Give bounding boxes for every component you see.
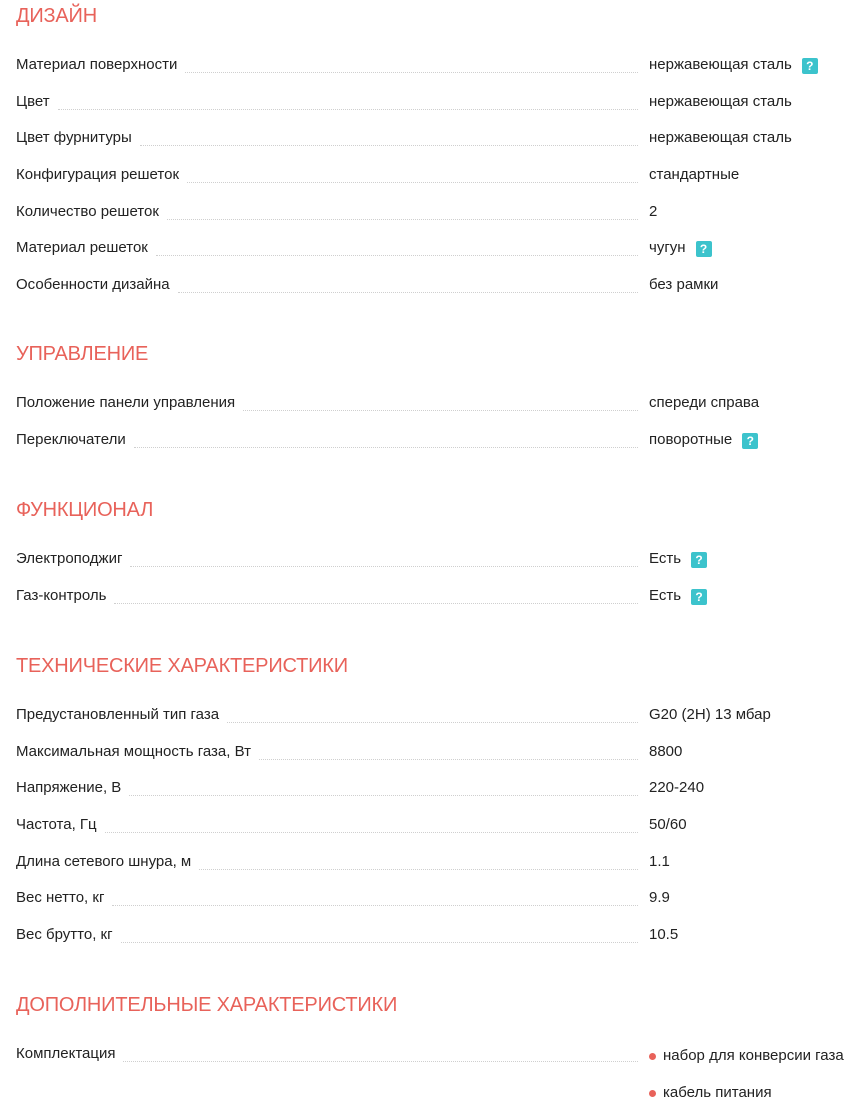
dotted-leader: [185, 71, 638, 73]
spec-label-cell: [16, 86, 638, 118]
spec-row: [16, 882, 865, 919]
spec-value-cell: [638, 122, 792, 154]
spec-value: Есть: [649, 586, 682, 604]
section-title: ТЕХНИЧЕСКИЕ ХАРАКТЕРИСТИКИ: [16, 655, 348, 677]
spec-section: [16, 650, 865, 956]
spec-label: Комплектация: [16, 1038, 123, 1070]
spec-value: 8800: [649, 742, 683, 760]
spec-label-cell: [16, 882, 638, 914]
spec-value: 50/60: [649, 816, 687, 834]
spec-section: [16, 0, 865, 306]
spec-value-cell: [638, 159, 739, 191]
spec-row: [16, 699, 865, 736]
list-item-text: набор для конверсии газа: [663, 1047, 844, 1065]
spec-value: 9.9: [649, 889, 670, 907]
spec-row: [16, 232, 865, 269]
dotted-leader: [130, 565, 638, 567]
spec-row: [16, 846, 865, 883]
spec-label: Цвет фурнитуры: [16, 122, 140, 154]
spec-label-cell: [16, 772, 638, 804]
dotted-leader: [167, 218, 638, 220]
spec-rows: [16, 699, 865, 956]
list-item: [649, 1038, 844, 1075]
spec-value: нержавеющая сталь: [649, 56, 792, 73]
spec-row: [16, 269, 865, 306]
dotted-leader: [134, 446, 638, 448]
spec-value-cell: [638, 387, 759, 419]
spec-value: 2: [649, 202, 658, 220]
dotted-leader: [58, 108, 638, 110]
spec-label: Газ-контроль: [16, 580, 114, 612]
dotted-leader: [227, 721, 638, 723]
spec-label: Количество решеток: [16, 196, 167, 228]
spec-value-cell: [638, 543, 707, 575]
spec-label-cell: [16, 699, 638, 731]
spec-value: 10.5: [649, 926, 679, 944]
spec-value: стандартные: [649, 166, 740, 184]
spec-label: Материал решеток: [16, 232, 156, 264]
spec-row: [16, 424, 865, 461]
spec-value-cell: [638, 882, 670, 914]
spec-label-cell: [16, 580, 638, 612]
help-icon[interactable]: ?: [742, 433, 758, 449]
spec-label-cell: [16, 49, 638, 81]
spec-value-cell: [638, 232, 712, 264]
spec-label-cell: [16, 387, 638, 419]
spec-row: [16, 772, 865, 809]
spec-rows: [16, 543, 865, 616]
spec-label: Переключатели: [16, 424, 134, 456]
spec-rows: [16, 387, 865, 460]
dotted-leader: [178, 291, 638, 293]
spec-value: чугун: [649, 239, 686, 257]
spec-row: [16, 580, 865, 617]
spec-label-cell: [16, 269, 638, 301]
spec-row: [16, 159, 865, 196]
spec-label: Электроподжиг: [16, 543, 130, 575]
spec-label-cell: [16, 846, 638, 878]
help-icon[interactable]: ?: [802, 58, 818, 74]
spec-value-cell: [638, 580, 707, 612]
list-item: [649, 1075, 844, 1111]
dotted-leader: [123, 1060, 638, 1062]
spec-label: Особенности дизайна: [16, 269, 178, 301]
spec-value-cell: [638, 49, 818, 81]
spec-label-cell: [16, 919, 638, 951]
dotted-leader: [187, 181, 638, 183]
spec-label: Цвет: [16, 86, 58, 118]
dotted-leader: [121, 941, 638, 943]
spec-row: [16, 1038, 865, 1102]
spec-value-cell: [638, 809, 687, 841]
spec-label: Конфигурация решеток: [16, 159, 187, 191]
dotted-leader: [259, 758, 638, 760]
bullet-dot-icon: [649, 1090, 656, 1097]
help-icon[interactable]: ?: [696, 241, 712, 257]
spec-label: Частота, Гц: [16, 809, 105, 841]
spec-label-cell: [16, 196, 638, 228]
section-title: ДОПОЛНИТЕЛЬНЫЕ ХАРАКТЕРИСТИКИ: [16, 994, 398, 1016]
spec-value-cell: [638, 772, 704, 804]
spec-row: [16, 86, 865, 123]
dotted-leader: [129, 794, 638, 796]
spec-value-cell: [638, 196, 657, 228]
spec-row: [16, 736, 865, 773]
help-icon[interactable]: ?: [691, 552, 707, 568]
spec-value-cell: [638, 86, 792, 118]
spec-value: G20 (2H) 13 мбар: [649, 706, 771, 723]
spec-label-cell: [16, 122, 638, 154]
spec-value-cell: [638, 424, 758, 456]
spec-value-cell: [638, 699, 771, 731]
list-item-text: кабель питания: [663, 1084, 772, 1102]
spec-value: поворотные: [649, 430, 733, 448]
spec-value: нержавеющая сталь: [649, 129, 792, 147]
spec-value: спереди справа: [649, 394, 760, 411]
dotted-leader: [112, 904, 638, 906]
spec-row: [16, 543, 865, 580]
spec-label: Вес нетто, кг: [16, 882, 112, 914]
spec-value-cell: [638, 846, 670, 878]
spec-value-list: [649, 1038, 844, 1111]
section-title: УПРАВЛЕНИЕ: [16, 343, 149, 365]
spec-value: 1.1: [649, 852, 670, 870]
spec-label-cell: [16, 159, 638, 191]
spec-label-cell: [16, 424, 638, 456]
spec-row: [16, 196, 865, 233]
spec-value-cell: [638, 919, 678, 951]
spec-value-cell: [638, 269, 718, 301]
spec-row: [16, 919, 865, 956]
spec-label: Максимальная мощность газа, Вт: [16, 736, 259, 768]
dotted-leader: [243, 409, 638, 411]
spec-label-cell: [16, 736, 638, 768]
spec-label: Предустановленный тип газа: [16, 699, 227, 731]
bullet-dot-icon: [649, 1053, 656, 1060]
spec-label-cell: [16, 1038, 638, 1070]
spec-label: Материал поверхности: [16, 49, 185, 81]
spec-label-cell: [16, 543, 638, 575]
spec-label: Напряжение, В: [16, 772, 129, 804]
spec-value: Есть: [649, 550, 682, 567]
help-icon[interactable]: ?: [691, 589, 707, 605]
dotted-leader: [140, 144, 638, 146]
spec-rows: [16, 49, 865, 306]
spec-section: [16, 338, 865, 460]
spec-section: [16, 989, 865, 1102]
section-title: ДИЗАЙН: [16, 5, 97, 27]
spec-row: [16, 809, 865, 846]
spec-label: Положение панели управления: [16, 387, 243, 419]
spec-row: [16, 122, 865, 159]
spec-value-cell: [638, 1038, 844, 1111]
dotted-leader: [199, 868, 638, 870]
spec-label: Вес брутто, кг: [16, 919, 121, 951]
spec-value-cell: [638, 736, 682, 768]
dotted-leader: [105, 831, 638, 833]
spec-section: [16, 494, 865, 616]
spec-value: 220-240: [649, 779, 705, 797]
dotted-leader: [114, 602, 638, 604]
section-title: ФУНКЦИОНАЛ: [16, 499, 154, 521]
dotted-leader: [156, 254, 638, 256]
spec-row: [16, 49, 865, 86]
spec-value: без рамки: [649, 276, 719, 294]
spec-row: [16, 387, 865, 424]
spec-label: Длина сетевого шнура, м: [16, 846, 199, 878]
spec-label-cell: [16, 232, 638, 264]
spec-label-cell: [16, 809, 638, 841]
spec-value: нержавеющая сталь: [649, 92, 792, 110]
spec-rows: [16, 1038, 865, 1102]
